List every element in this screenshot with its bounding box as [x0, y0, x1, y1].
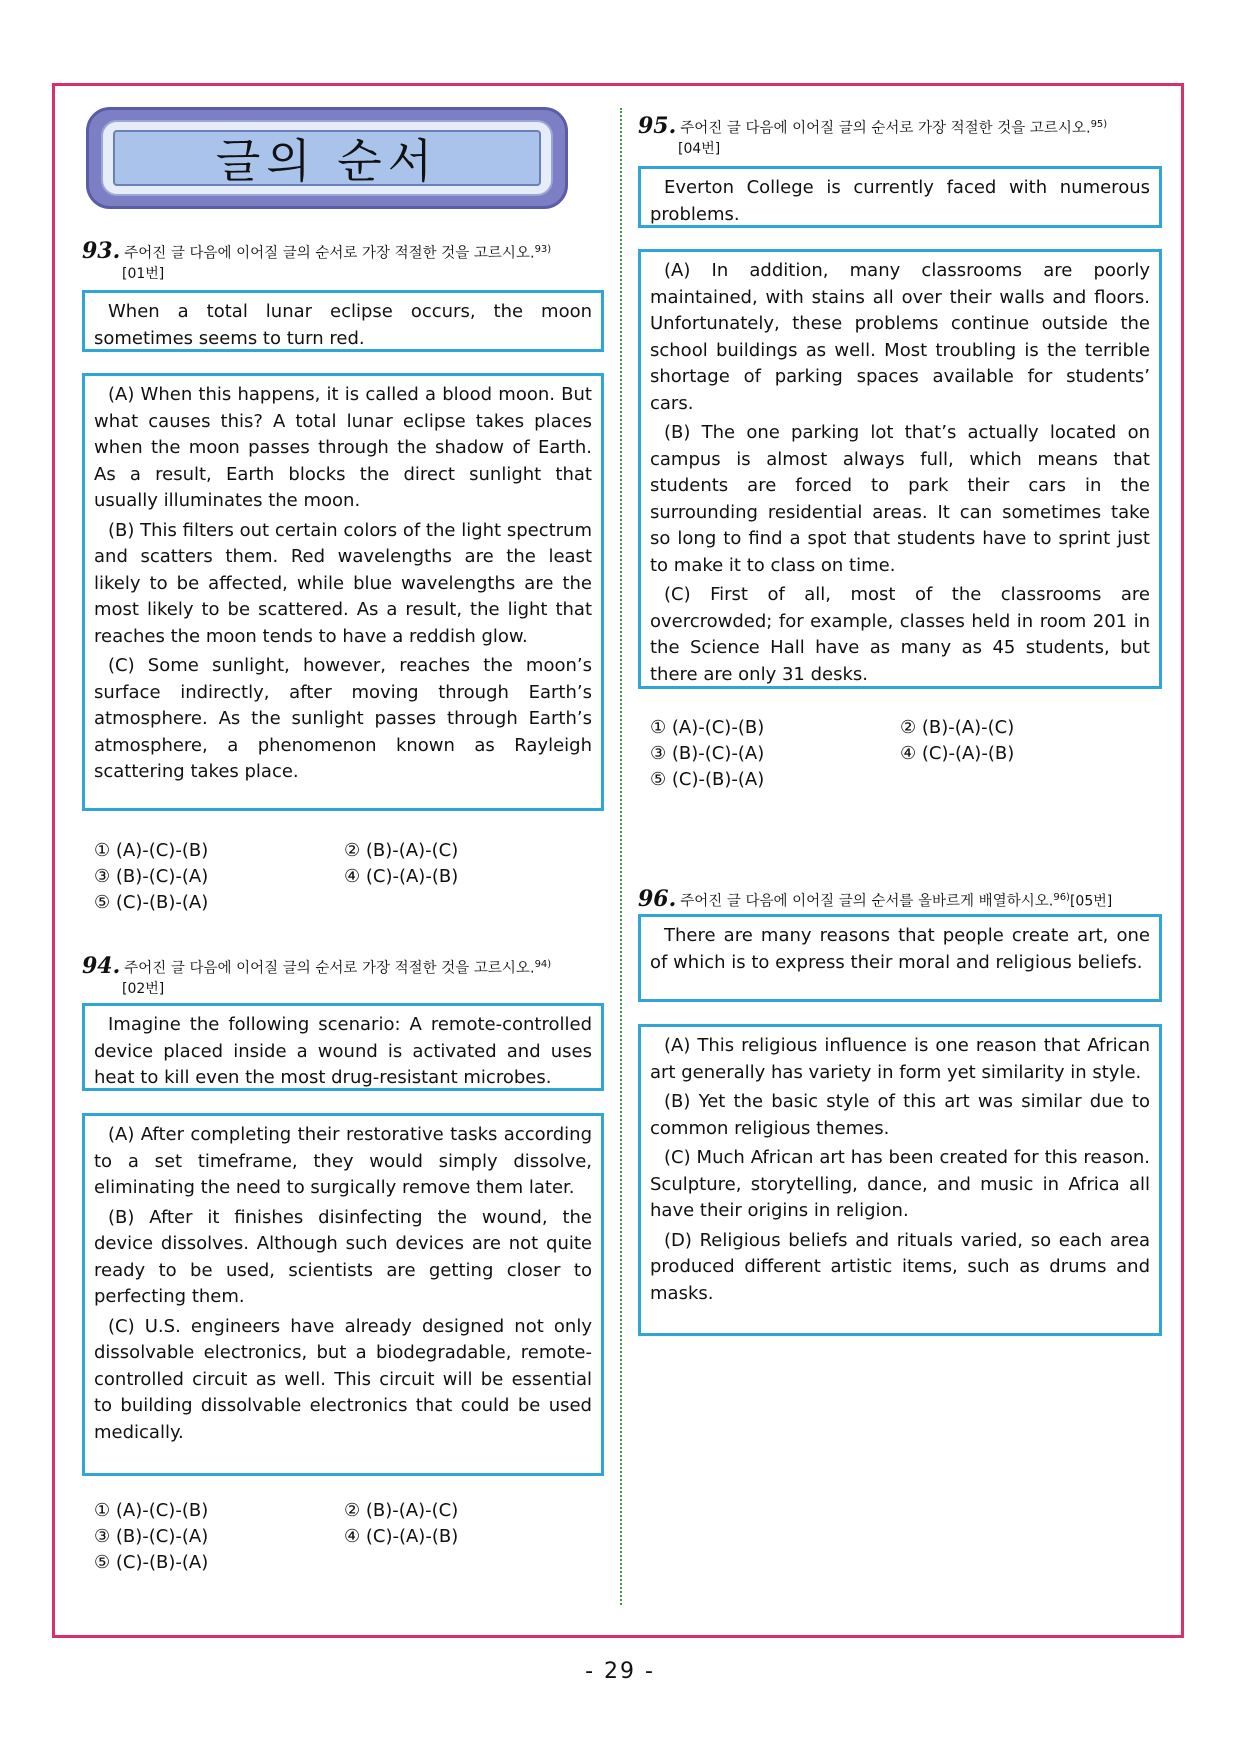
given-text: There are many reasons that people create art, one of which is to express their moral and religious beliefs. — [650, 925, 1150, 973]
question-number: 96. — [638, 885, 677, 912]
question-ref: 95) — [1090, 119, 1108, 130]
question-source: [04번] — [678, 140, 721, 157]
choice-2[interactable]: ② (B)-(A)-(C) — [344, 1500, 459, 1521]
question-stem: 주어진 글 다음에 이어질 글의 순서를 올바르게 배열하시오. — [680, 893, 1054, 910]
choice-3[interactable]: ③ (B)-(C)-(A) — [650, 743, 765, 764]
question-number: 94. — [82, 952, 121, 979]
banner-inner-frame — [101, 120, 553, 196]
paragraph-a: (A) After completing their restorative tasks according to a set timeframe, they would simply dissolve, eliminating the need to surgically remove them later. — [94, 1124, 592, 1198]
choice-2[interactable]: ② (B)-(A)-(C) — [344, 840, 459, 861]
section-title: 글의 순서 — [215, 134, 439, 188]
question-96-given-box — [638, 914, 1162, 1002]
choice-3[interactable]: ③ (B)-(C)-(A) — [94, 1526, 209, 1547]
paragraph-a: (A) When this happens, it is called a blood moon. But what causes this? A total lunar eclipse takes places when the moon passes through the shadow of Earth. As a result, Earth blocks the direct sunlight that usually illuminates the moon. — [94, 384, 592, 511]
question-95-passage-box — [638, 249, 1162, 689]
question-93-choices — [94, 838, 594, 916]
paragraph-b: (B) The one parking lot that’s actually located on campus is almost always full, which means that students are forced to park their cars in the surrounding residential areas. It can sometimes take so long to find a spot that students have to sprint just to make it to class on time. — [650, 422, 1150, 576]
choice-1[interactable]: ① (A)-(C)-(B) — [94, 840, 209, 861]
question-95-choices — [650, 715, 1150, 793]
paragraph-b: (B) After it finishes disinfecting the wound, the device dissolves. Although such devices are not quite ready to be used, scientists are getting closer to perfecting them. — [94, 1206, 592, 1307]
question-96-header — [638, 885, 1162, 912]
question-number: 93. — [82, 237, 121, 264]
question-stem: 주어진 글 다음에 이어질 글의 순서로 가장 적절한 것을 고르시오. — [124, 245, 535, 262]
question-ref: 93) — [534, 244, 552, 255]
paragraph-b: (B) This filters out certain colors of the light spectrum and scatters them. Red wavelengths are the least likely to be affected, while blue wavelengths are the most likely to be scattered. As a result, the light that reaches the moon tends to have a reddish glow. — [94, 519, 592, 647]
question-95-given-box — [638, 166, 1162, 228]
choice-5[interactable]: ⑤ (C)-(B)-(A) — [94, 1552, 209, 1573]
question-93-passage-box — [82, 373, 604, 811]
paragraph-c: (C) U.S. engineers have already designed not only dissolvable electronics, but a biodegradable, remote-controlled circuit as well. This circuit will be essential to building dissolvable electronics that could be used medically. — [94, 1315, 592, 1443]
question-stem: 주어진 글 다음에 이어질 글의 순서로 가장 적절한 것을 고르시오. — [680, 120, 1091, 137]
question-94-header — [82, 952, 604, 999]
given-text: When a total lunar eclipse occurs, the moon sometimes seems to turn red. — [94, 301, 592, 349]
given-text: Imagine the following scenario: A remote-controlled device placed inside a wound is activated and uses heat to kill even the most drug-resistant microbes. — [94, 1014, 592, 1088]
choice-3[interactable]: ③ (B)-(C)-(A) — [94, 866, 209, 887]
question-number: 95. — [638, 112, 677, 139]
given-text: Everton College is currently faced with numerous problems. — [650, 177, 1150, 225]
question-ref: 96) — [1053, 892, 1070, 903]
paragraph-d: (D) Religious beliefs and rituals varied, so each area produced different artistic items, such as drums and masks. — [650, 1229, 1150, 1304]
choice-5[interactable]: ⑤ (C)-(B)-(A) — [94, 892, 209, 913]
paragraph-c: (C) First of all, most of the classrooms are overcrowded; for example, classes held in room 201 in the Science Hall have as many as 45 students, but there are only 31 desks. — [650, 584, 1150, 685]
paragraph-a: (A) This religious influence is one reason that African art generally has variety in form yet similarity in style. — [650, 1035, 1150, 1083]
question-94-passage-box — [82, 1113, 604, 1476]
question-ref: 94) — [534, 959, 552, 970]
choice-4[interactable]: ④ (C)-(A)-(B) — [344, 866, 459, 887]
choice-5[interactable]: ⑤ (C)-(B)-(A) — [650, 769, 765, 790]
choice-1[interactable]: ① (A)-(C)-(B) — [650, 717, 765, 738]
paragraph-a: (A) In addition, many classrooms are poorly maintained, with stains all over their walls and floors. Unfortunately, these problems continue outside the school buildings as well. Most troubling is the terrible shortage of parking spaces available for students’ cars. — [650, 260, 1150, 414]
question-source: [05번] — [1069, 893, 1113, 910]
question-95-header — [638, 112, 1162, 159]
question-94-choices — [94, 1498, 594, 1576]
question-96-passage-box — [638, 1024, 1162, 1336]
question-93-header — [82, 237, 604, 284]
question-source: [02번] — [122, 980, 165, 997]
paragraph-c: (C) Some sunlight, however, reaches the moon’s surface indirectly, after moving through Earth’s atmosphere. As the sunlight passes through Earth’s atmosphere, a phenomenon known as Rayleigh scattering takes place. — [94, 655, 592, 782]
choice-4[interactable]: ④ (C)-(A)-(B) — [900, 743, 1015, 764]
banner-core — [113, 130, 541, 186]
paragraph-b: (B) Yet the basic style of this art was similar due to common religious themes. — [650, 1091, 1150, 1139]
question-94-given-box — [82, 1003, 604, 1091]
section-banner — [86, 107, 568, 209]
question-stem: 주어진 글 다음에 이어질 글의 순서로 가장 적절한 것을 고르시오. — [124, 960, 535, 977]
choice-2[interactable]: ② (B)-(A)-(C) — [900, 717, 1015, 738]
column-divider — [620, 108, 622, 1605]
paragraph-c: (C) Much African art has been created for this reason. Sculpture, storytelling, dance, and music in Africa all have their origins in religion. — [650, 1147, 1150, 1221]
question-source: [01번] — [122, 265, 165, 282]
choice-1[interactable]: ① (A)-(C)-(B) — [94, 1500, 209, 1521]
choice-4[interactable]: ④ (C)-(A)-(B) — [344, 1526, 459, 1547]
question-93-given-box — [82, 290, 604, 352]
page-number: - 29 - — [585, 1659, 655, 1684]
